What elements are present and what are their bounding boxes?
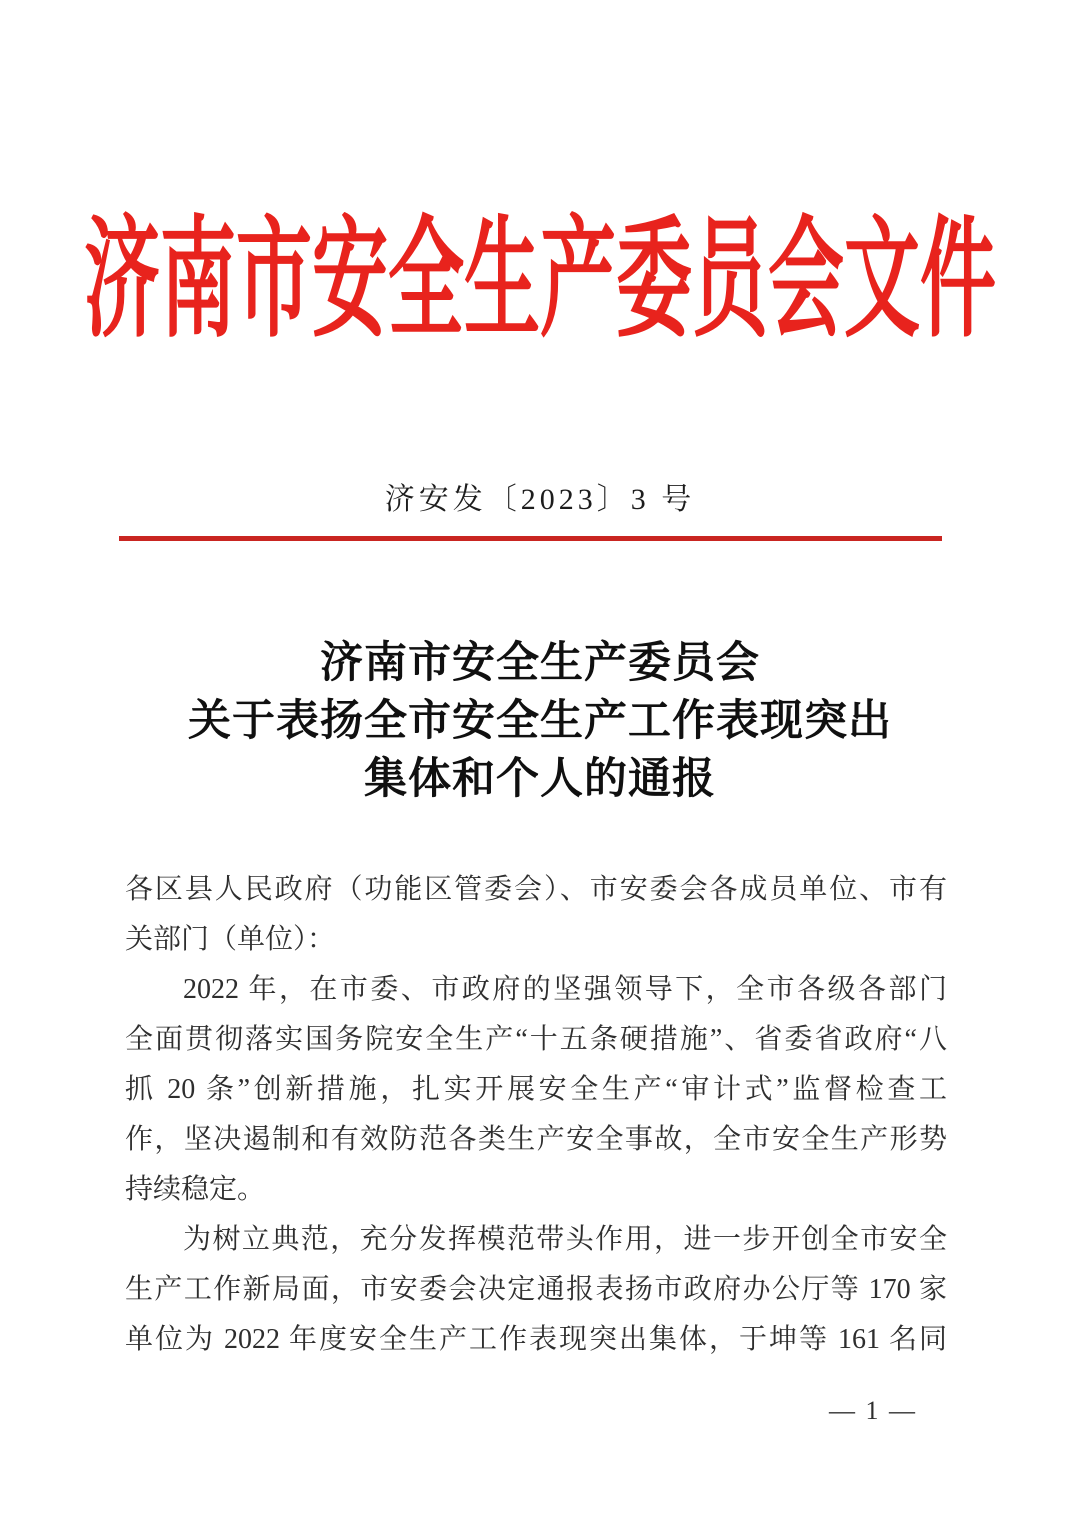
document-title-line: 济南市安全生产委员会 (320, 640, 760, 687)
document-title-line: 集体和个人的通报 (364, 756, 716, 803)
page-number: — 1 — (829, 1396, 917, 1425)
body-line: 持续稳定。 (125, 1174, 266, 1205)
document-title-line: 关于表扬全市安全生产工作表现突出 (188, 698, 892, 745)
body-line: 各区县人民政府（功能区管委会）、市安委会各成员单位、市有 (125, 874, 947, 905)
body-line: 单位为 2022 年度安全生产工作表现突出集体，于坤等 161 名同 (125, 1324, 947, 1355)
body-line: 全面贯彻落实国务院安全生产“十五条硬措施”、省委省政府“八 (125, 1024, 947, 1055)
body-line: 2022 年，在市委、市政府的坚强领导下，全市各级各部门 (183, 974, 947, 1005)
document-number: 济安发〔2023〕3 号 (384, 483, 696, 516)
document-body (125, 865, 947, 1365)
document-title (65, 635, 1015, 809)
body-line: 为树立典范，充分发挥模范带头作用，进一步开创全市安全 (183, 1224, 947, 1255)
red-header-title: 济南市安全生产委员会文件 (84, 209, 996, 354)
body-line: 关部门（单位）： (125, 924, 336, 955)
body-line: 作，坚决遏制和有效防范各类生产安全事故，全市安全生产形势 (125, 1124, 947, 1155)
body-line: 生产工作新局面，市安委会决定通报表扬市政府办公厅等 170 家 (125, 1274, 947, 1305)
red-divider-line (119, 536, 942, 541)
body-line: 抓 20 条”创新措施，扎实开展安全生产“审计式”监督检查工 (125, 1074, 947, 1105)
